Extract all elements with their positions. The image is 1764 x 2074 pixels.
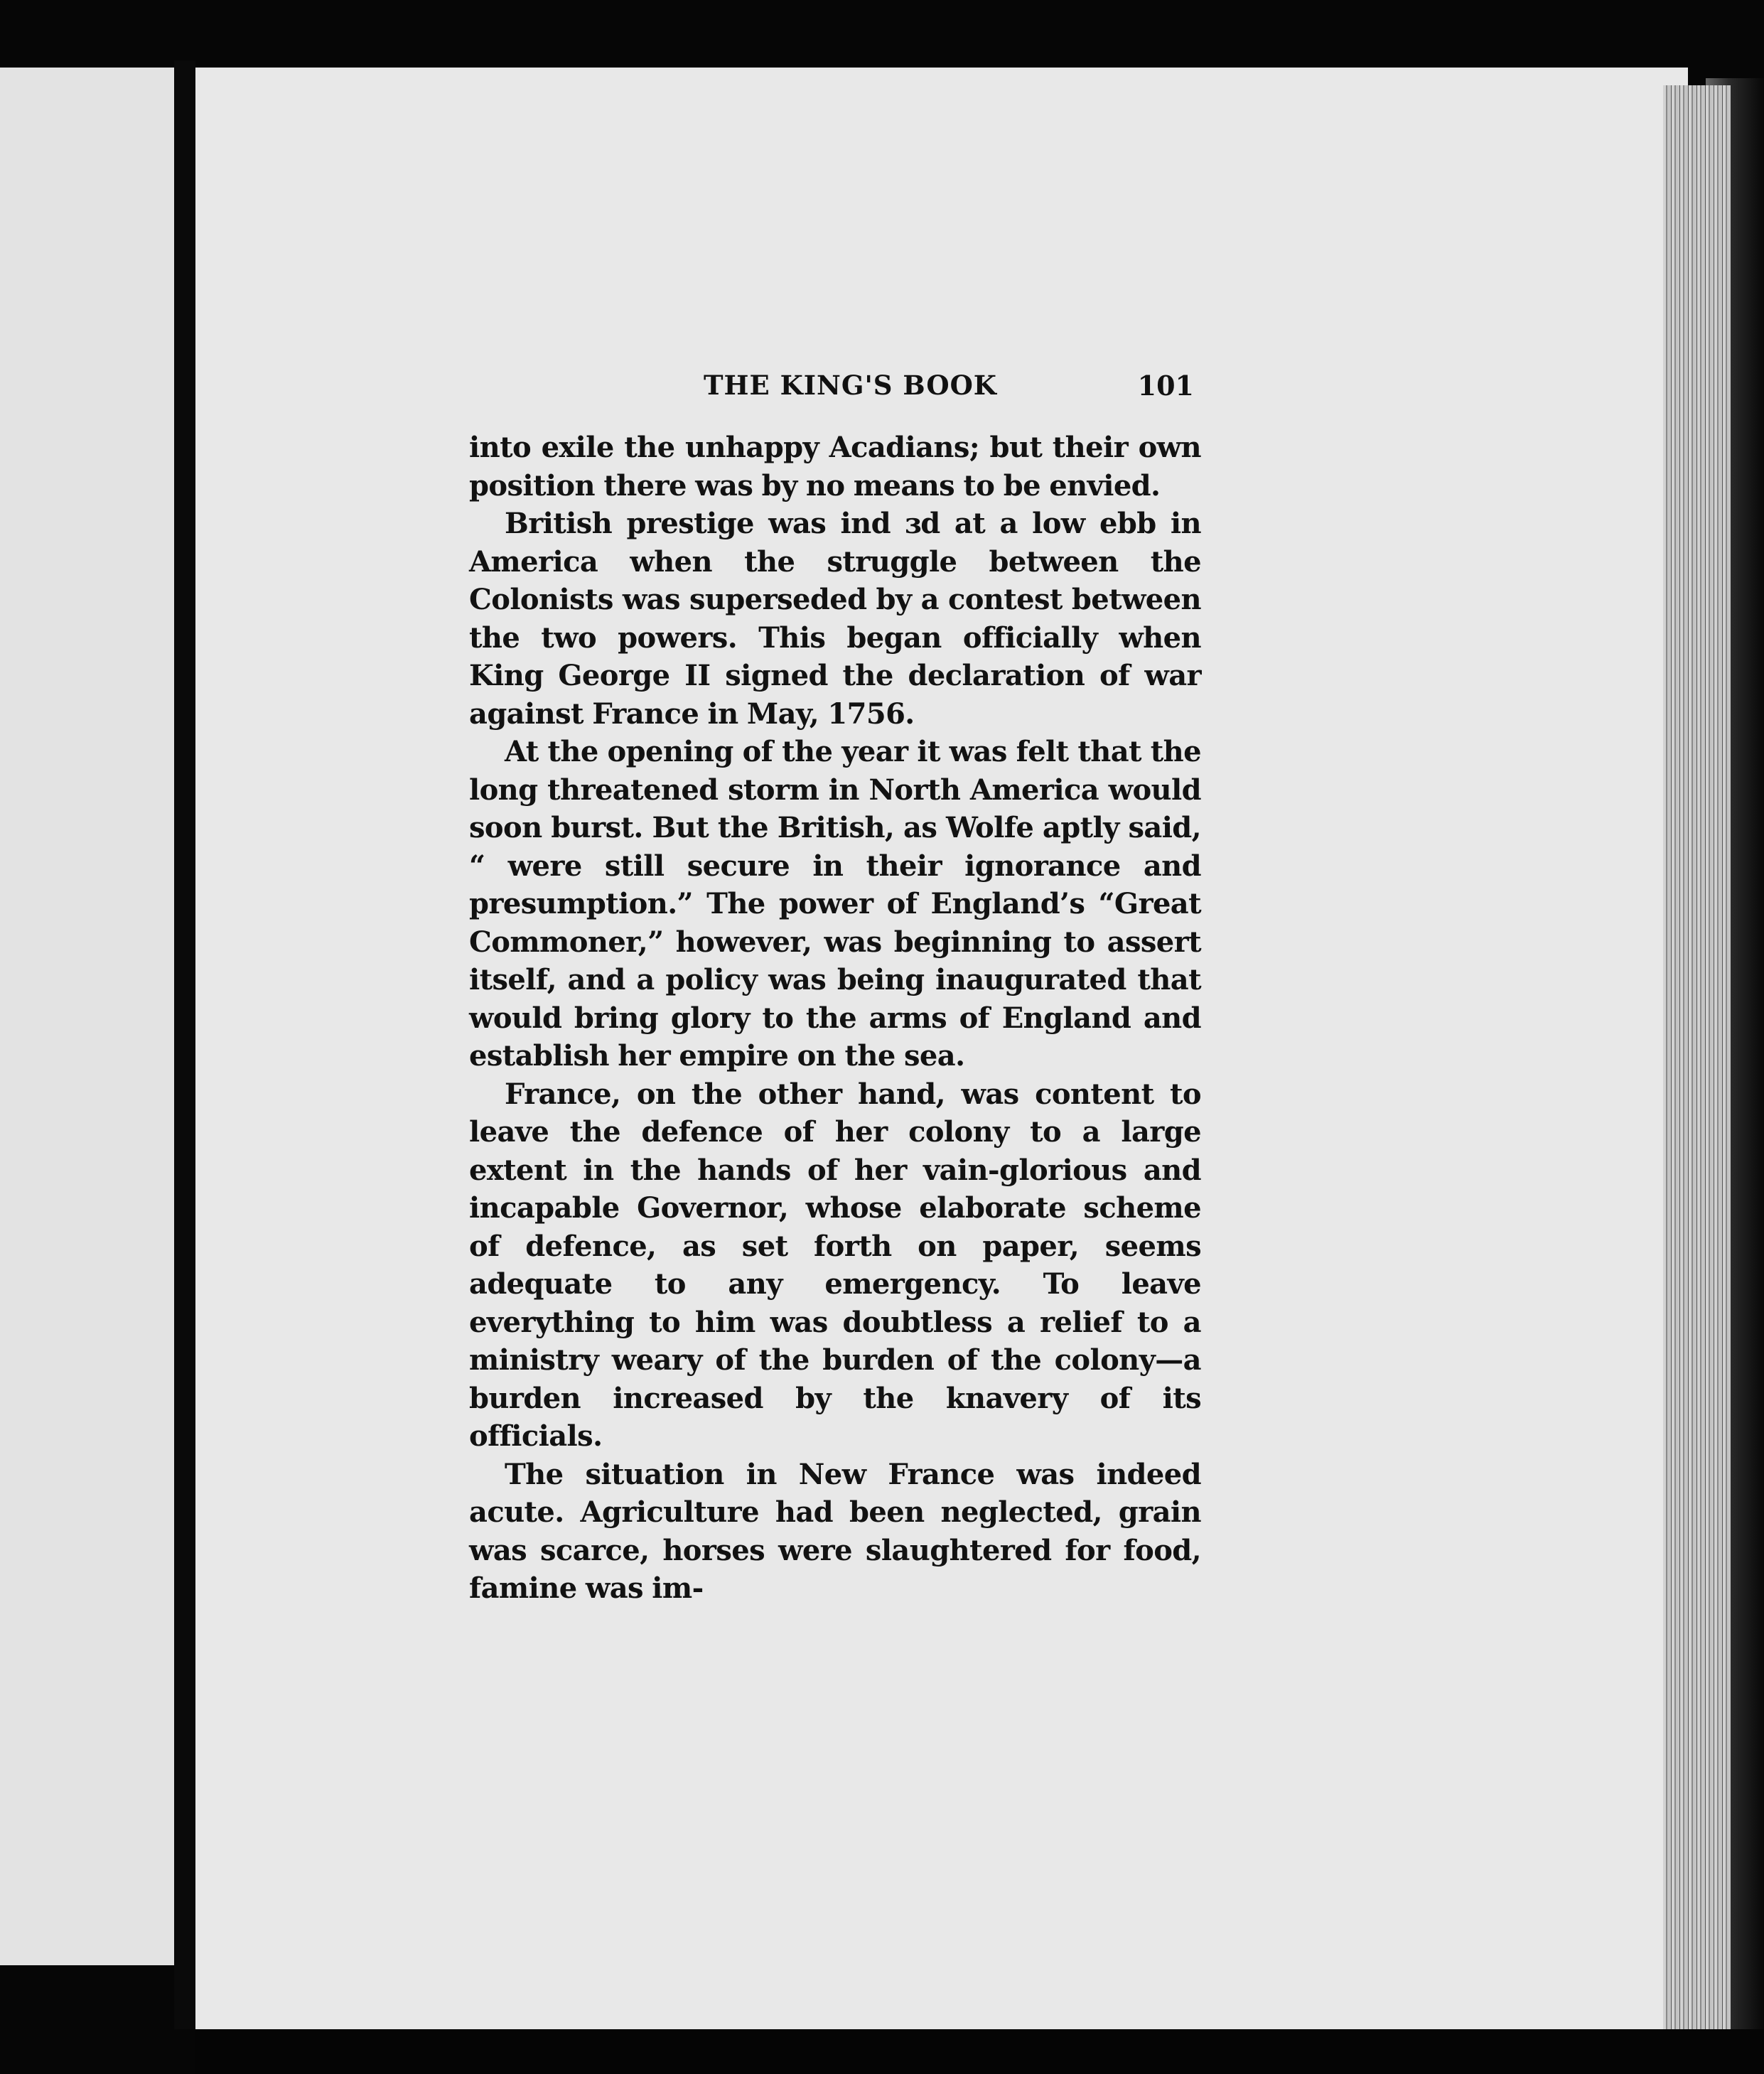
page-number: 101 <box>1137 370 1194 402</box>
paragraph-5: The situation in New France was indeed acute. Agriculture had been neglected, grain was scarce, horses were slaughtered for food, famine was im- <box>469 1457 1201 1605</box>
running-head <box>469 370 1201 412</box>
paragraph-2: British prestige was ind ɜd at a low ebb in America when the struggle between the Colonists was superseded by a contest between the two powers. This began officially when King George II signed the declaration of war against France in May, 1756. <box>469 507 1201 731</box>
body-text <box>469 429 1201 1608</box>
running-title: THE KING'S BOOK <box>704 370 997 401</box>
left-page-edge <box>0 68 174 1965</box>
paragraph-1: into exile the unhappy Acadians; but their own position there was by no means to be envied. <box>469 431 1201 503</box>
paragraph-4: France, on the other hand, was content to leave the defence of her colony to a large extent in the hands of her vain-glorious and incapable Governor, whose elaborate scheme of defence, as set forth on paper, seems adequate to any emergency. To leave everything to him was doubtless a relief to a ministry weary of the burden of the colony—a burden increased by the knavery of its officials. <box>469 1077 1201 1453</box>
page-stack-edge <box>1663 85 1731 2054</box>
paragraph-3: At the opening of the year it was felt that the long threatened storm in North America would soon burst. But the British, as Wolfe aptly said, “ were still secure in their ignorance and presumption.” The power of England’s “Great Commoner,” however, was beginning to assert itself, and a policy was being inaugurated that would bring glory to the arms of England and establish her empire on the sea. <box>469 735 1201 1073</box>
book-gutter <box>174 60 195 2029</box>
bottom-shadow <box>195 2029 1764 2074</box>
